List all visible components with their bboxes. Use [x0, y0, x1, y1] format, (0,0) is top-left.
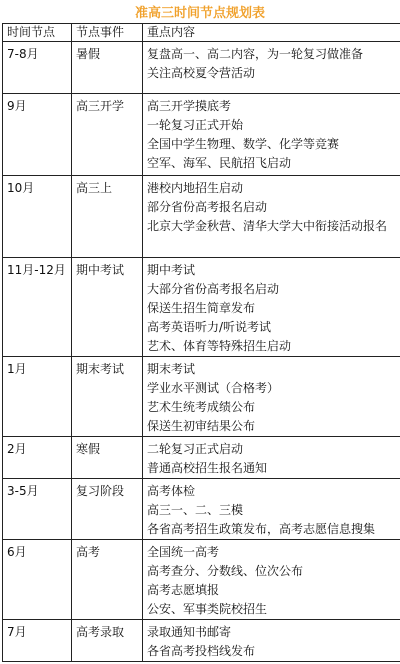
content-item: 各省高考招生政策发布，高考志愿信息搜集 — [147, 522, 376, 536]
content-cell — [143, 540, 400, 620]
event-cell — [72, 540, 143, 620]
content-item: 大部分省份高考报名启动 — [147, 282, 280, 296]
content-item: 保送生招生简章发布 — [147, 301, 256, 315]
content-item: 艺术生统考成绩公布 — [147, 400, 256, 414]
content-item: 高考英语听力/听说考试 — [147, 320, 272, 334]
content-item: 部分省份高考报名启动 — [147, 200, 268, 214]
time-label: 2月 — [7, 442, 27, 456]
content-item: 全国中学生物理、数学、化学等竞赛 — [147, 137, 340, 151]
content-item: 高考体检 — [147, 484, 196, 498]
table-row — [3, 620, 400, 662]
content-cell — [143, 357, 400, 437]
content-item: 二轮复习正式启动 — [147, 442, 244, 456]
content-item: 录取通知书邮寄 — [147, 625, 232, 639]
event-label: 高考录取 — [76, 625, 125, 639]
table-row — [3, 176, 400, 258]
event-cell — [72, 437, 143, 479]
content-item: 高三一、二、三模 — [147, 503, 244, 517]
content-item: 高三开学摸底考 — [147, 99, 232, 113]
time-cell — [3, 357, 72, 437]
event-label: 高三开学 — [76, 99, 125, 113]
event-label: 复习阶段 — [76, 484, 125, 498]
time-label: 9月 — [7, 99, 27, 113]
content-item: 高考志愿填报 — [147, 583, 220, 597]
event-label: 期中考试 — [76, 263, 125, 277]
event-cell — [72, 357, 143, 437]
content-item: 北京大学金秋营、清华大学大中衔接活动报名 — [147, 219, 388, 233]
content-cell — [143, 94, 400, 176]
time-cell — [3, 94, 72, 176]
event-label: 高三上 — [76, 181, 113, 195]
table-row — [3, 357, 400, 437]
time-label: 3-5月 — [7, 484, 39, 498]
table-row — [3, 437, 400, 479]
time-cell — [3, 437, 72, 479]
event-cell — [72, 258, 143, 357]
table-row — [3, 479, 400, 540]
content-cell — [143, 479, 400, 540]
content-item: 公安、军事类院校招生 — [147, 602, 268, 616]
time-label: 7-8月 — [7, 47, 39, 61]
content-item: 学业水平测试（合格考） — [147, 381, 280, 395]
content-cell — [143, 176, 400, 258]
event-cell — [72, 176, 143, 258]
content-item: 高考查分、分数线、位次公布 — [147, 564, 304, 578]
time-label: 6月 — [7, 545, 27, 559]
time-cell — [3, 42, 72, 94]
table-body — [3, 42, 400, 662]
table-row — [3, 94, 400, 176]
content-item: 一轮复习正式开始 — [147, 118, 244, 132]
content-item: 复盘高一、高二内容，为一轮复习做准备 — [147, 47, 364, 61]
header-event: 节点事件 — [72, 24, 143, 42]
header-content: 重点内容 — [143, 24, 400, 42]
event-cell — [72, 94, 143, 176]
content-item: 期末考试 — [147, 362, 196, 376]
event-label: 寒假 — [76, 442, 101, 456]
content-cell — [143, 437, 400, 479]
content-item: 各省高考投档线发布 — [147, 644, 256, 658]
table-row — [3, 258, 400, 357]
content-cell — [143, 620, 400, 662]
event-cell — [72, 42, 143, 94]
table-row — [3, 540, 400, 620]
content-item: 港校内地招生启动 — [147, 181, 244, 195]
event-cell — [72, 479, 143, 540]
content-item: 保送生初审结果公布 — [147, 419, 256, 433]
table-title: 准高三时间节点规划表 — [134, 6, 265, 21]
content-item: 空军、海军、民航招飞启动 — [147, 156, 292, 170]
schedule-table — [2, 23, 400, 662]
event-cell — [72, 620, 143, 662]
time-label: 10月 — [7, 181, 35, 195]
content-item: 期中考试 — [147, 263, 196, 277]
content-item: 全国统一高考 — [147, 545, 220, 559]
time-cell — [3, 620, 72, 662]
time-label: 7月 — [7, 625, 27, 639]
content-cell — [143, 258, 400, 357]
event-label: 高考 — [76, 545, 101, 559]
content-item: 普通高校招生报名通知 — [147, 461, 268, 475]
content-item: 关注高校夏令营活动 — [147, 66, 256, 80]
event-label: 暑假 — [76, 47, 101, 61]
time-label: 11月-12月 — [7, 263, 66, 277]
content-cell — [143, 42, 400, 94]
table-row — [3, 42, 400, 94]
time-cell — [3, 258, 72, 357]
time-cell — [3, 176, 72, 258]
table-header-row — [3, 24, 400, 42]
time-cell — [3, 479, 72, 540]
event-label: 期末考试 — [76, 362, 125, 376]
header-time: 时间节点 — [3, 24, 72, 42]
time-cell — [3, 540, 72, 620]
time-label: 1月 — [7, 362, 27, 376]
content-item: 艺术、体育等特殊招生启动 — [147, 339, 292, 353]
